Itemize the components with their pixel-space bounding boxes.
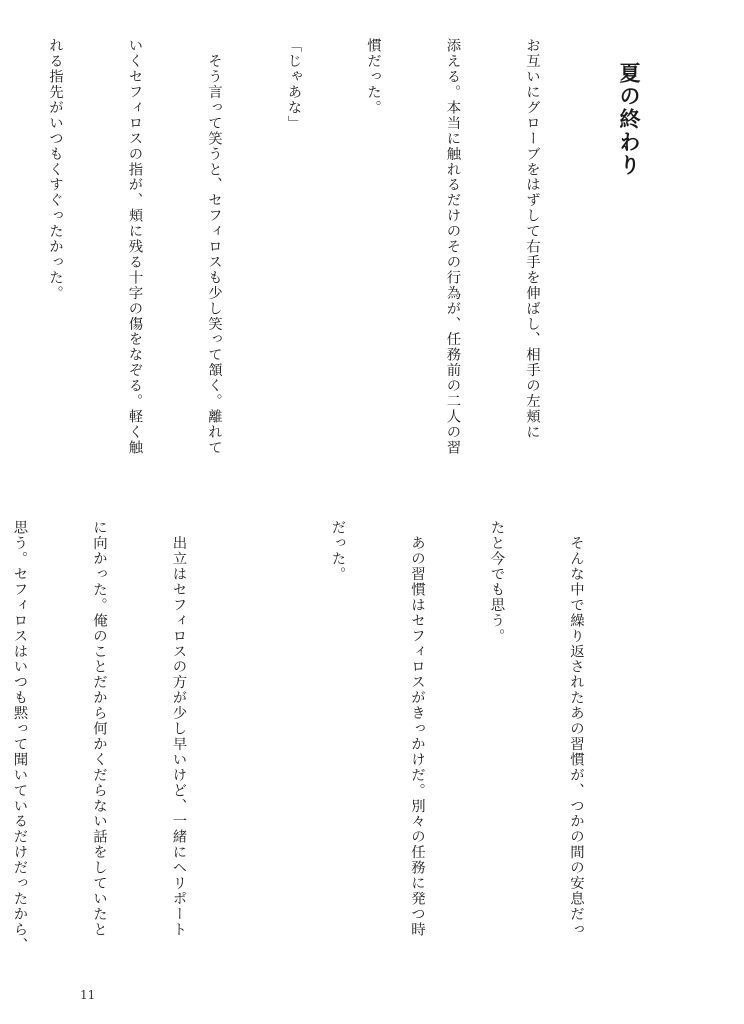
text-block-bottom [11, 520, 642, 960]
text-line: 「じゃあな」 [285, 38, 302, 131]
text-line: 添える。本当に触れるだけのその行為が、任務前の二人の習 [444, 38, 461, 456]
page-number: 11 [80, 988, 96, 1002]
text-line: に向かった。俺のことだから何かくだらない話をしていたと [91, 520, 107, 938]
text-block-top [47, 38, 598, 478]
text-line: 思う。セフィロスはいつも黙って聞いているだけだったから、 [11, 520, 28, 953]
text-line: あの習慣はセフィロスがきっかけだ。別々の任務に発つ時 [409, 520, 425, 938]
text-line: 出立はセフィロスの方が少し早いけど、一緒にヘリポート [170, 520, 187, 938]
text-line: れる指先がいつもくすぐったかった。 [47, 38, 63, 301]
text-line: そんな中で繰り返されたあの習慣が、つかの間の安息だっ [568, 520, 584, 938]
text-line: そう言って笑うと、セフィロスも少し笑って頷く。離れて [206, 38, 222, 456]
text-line [245, 520, 272, 960]
chapter-title: 夏の終わり [617, 62, 642, 177]
text-line: いくセフィロスの指が、頬に残る十字の傷をなぞる。軽く触 [126, 38, 143, 456]
text-line: たと今でも思う。 [488, 520, 505, 644]
text-line: だった。 [329, 520, 346, 582]
text-line: 慣だった。 [365, 38, 381, 116]
text-line: お互いにグローブをはずして右手を伸ばし、相手の左頬に [524, 38, 540, 440]
